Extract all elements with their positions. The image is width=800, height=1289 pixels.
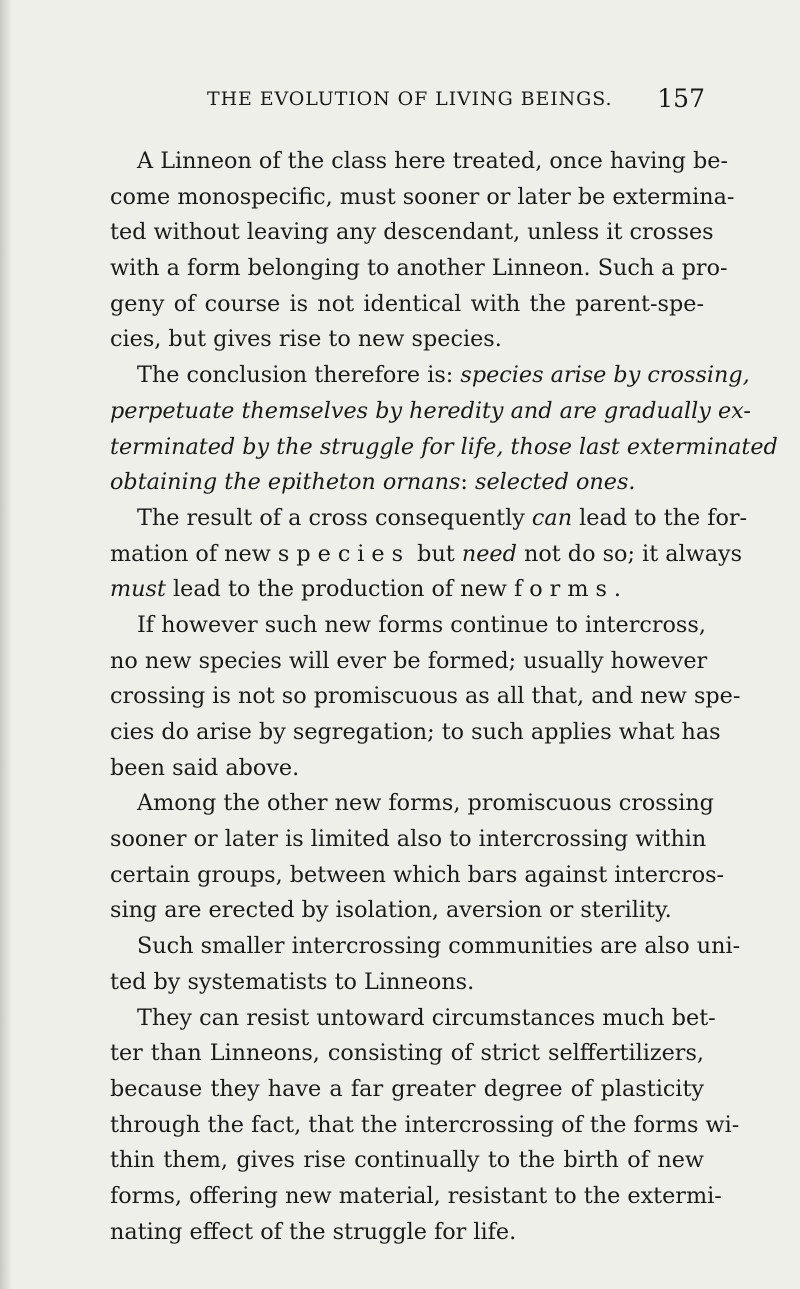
- italic-text: need: [461, 540, 517, 567]
- text-run: not do so; it always: [516, 540, 743, 567]
- text-line: no new species will ever be formed; usually however: [110, 647, 708, 674]
- text-line: crossing is not so promiscuous as all that, and new spe-: [110, 683, 741, 710]
- spaced-text: forms.: [513, 576, 628, 603]
- text-line: Such smaller intercrossing communities are also uni-: [137, 933, 741, 960]
- text-line: through the fact, that the intercrossing of the forms wi-: [110, 1111, 740, 1138]
- text-line: They can resist untoward circumstances much bet-: [137, 1004, 716, 1031]
- running-head-title: THE EVOLUTION OF LIVING BEINGS.: [207, 88, 613, 110]
- italic-text: perpetuate themselves by heredity and are gradually ex-: [110, 397, 751, 424]
- text-line: cies, but gives rise to new species.: [110, 326, 502, 353]
- italic-text: terminated by the struggle for life, those last exterminated: [110, 433, 778, 460]
- text-run: lead to the for-: [572, 504, 748, 531]
- text-line: [110, 537, 743, 573]
- text-line: nating effect of the struggle for life.: [110, 1218, 517, 1245]
- text-line: [110, 394, 751, 430]
- text-line: ted without leaving any descendant, unless it crosses: [110, 219, 714, 246]
- text-line: [110, 430, 778, 466]
- text-line: cies do arise by segregation; to such applies what has: [110, 719, 721, 745]
- italic-text: obtaining the epitheton ornans: [110, 469, 461, 496]
- italic-text: can: [531, 504, 573, 531]
- text-line: with a form belonging to another Linneon. Such a pro-: [110, 255, 728, 282]
- text-run: The result of a cross consequently: [137, 504, 532, 531]
- running-head: [207, 84, 705, 118]
- italic-text: species arise by crossing,: [460, 362, 750, 389]
- text-line: forms, offering new material, resistant to the extermi-: [110, 1182, 722, 1209]
- italic-text: must: [110, 576, 166, 603]
- spaced-text: species: [277, 540, 411, 567]
- text-line: been said above.: [110, 754, 300, 781]
- text-line: sooner or later is limited also to intercrossing within: [110, 826, 707, 853]
- text-run: but: [410, 540, 462, 567]
- text-line: certain groups, between which bars against intercros-: [110, 861, 725, 888]
- text-line: If however such new forms continue to intercross,: [137, 611, 706, 638]
- text-line: [110, 572, 704, 608]
- page-number: 157: [657, 84, 705, 113]
- text-line: ted by systematists to Linneons.: [110, 968, 475, 995]
- text-run: mation of new: [110, 540, 278, 567]
- text-line: geny of course is not identical with the parent-spe-: [110, 290, 704, 317]
- text-line: ter than Linneons, consisting of strict selffertilizers,: [110, 1040, 704, 1067]
- text-line: [110, 501, 748, 537]
- text-line: because they have a far greater degree of plasticity: [110, 1075, 704, 1102]
- text-line: sing are erected by isolation, aversion or sterility.: [110, 897, 672, 924]
- text-line: [110, 465, 704, 501]
- text-line: come monospecific, must sooner or later be extermina-: [110, 183, 735, 210]
- text-line: [110, 358, 750, 394]
- italic-text: selected ones.: [475, 469, 636, 496]
- text-run: lead to the production of new: [165, 576, 514, 603]
- text-line: thin them, gives rise continually to the birth of new: [110, 1147, 704, 1174]
- text-run: :: [460, 469, 475, 496]
- text-line: A Linneon of the class here treated, once having be-: [137, 148, 729, 174]
- text-line: Among the other new forms, promiscuous crossing: [137, 790, 714, 817]
- text-run: The conclusion therefore is:: [137, 362, 461, 389]
- body-text: [110, 144, 778, 1250]
